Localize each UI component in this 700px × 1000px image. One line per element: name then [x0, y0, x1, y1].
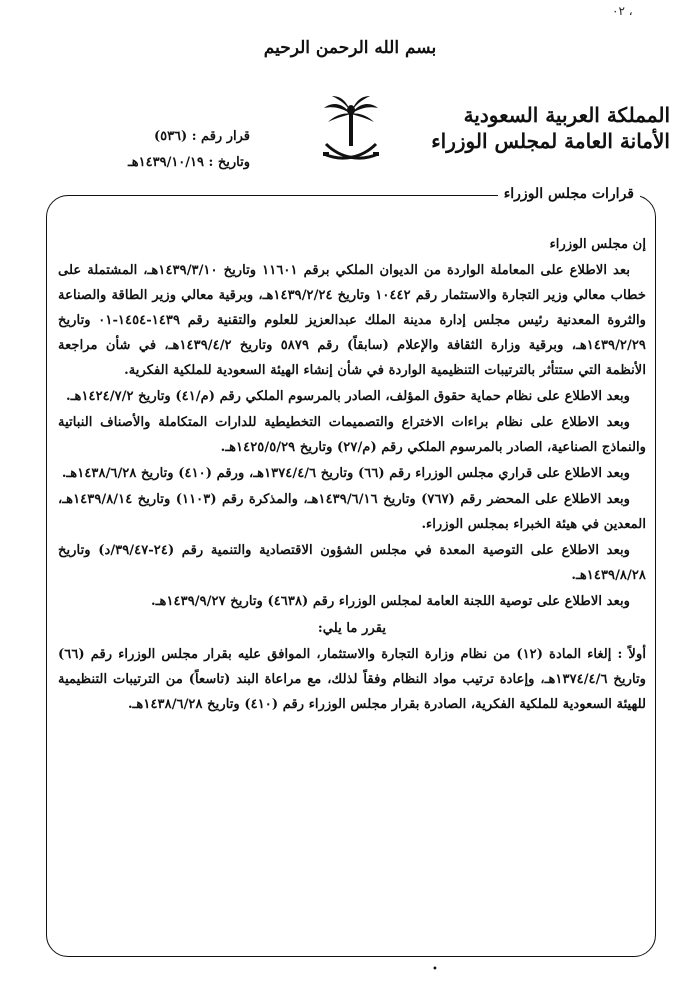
paragraph: بعد الاطلاع على المعاملة الواردة من الديوان الملكي برقم ١١٦٠١ وتاريخ ١٤٣٩/٣/١٠هـ، المشتملة على خطاب معالي وزير التجارة والاستثمار رقم ١٠٤٤٢ وتاريخ ١٤٣٩/٢/٢٤هـ، وبرقية معالي وزير الطاقة والصناعة والثروة المعدنية رئيس مجلس إدارة مدينة الملك عبدالعزيز للعلوم والتقنية رقم ١٤٣٩-١٤٥٤-٠١ وتاريخ ١٤٣٩/٢/٢٩هـ، وبرقية وزارة الثقافة والإعلام (سابقاً) رقم ٥٨٧٩ وتاريخ ١٤٣٩/٤/٢هـ، في شأن مراجعة الأنظمة التي ستتأثر بالترتيبات التنظيمية الواردة في شأن إنشاء الهيئة السعودية للملكية الفكرية.: [58, 263, 647, 378]
paragraph: وبعد الاطلاع على المحضر رقم (٧٦٧) وتاريخ ١٤٣٩/٦/١٦هـ، والمذكرة رقم (١١٠٣) وتاريخ ١٤٣٩/٨/١٤هـ، المعدين في هيئة الخبراء بمجلس الوزراء.: [58, 492, 646, 532]
decision-number: قرار رقم : (٥٣٦): [153, 129, 250, 144]
saudi-emblem-icon: [320, 92, 382, 170]
decision-reference: [90, 124, 250, 176]
decision-date: وتاريخ : ١٤٣٩/١٠/١٩هـ: [127, 155, 250, 170]
paragraph: وبعد الاطلاع على نظام براءات الاختراع والتصميمات التخطيطية للدارات المتكاملة والأصناف النباتية والنماذج الصناعية، الصادر بالمرسوم الملكي رقم (م/٢٧) وتاريخ ١٤٢٥/٥/٢٩هـ.: [58, 415, 646, 455]
paragraph: وبعد الاطلاع على توصية اللجنة العامة لمجلس الوزراء رقم (٤٦٣٨) وتاريخ ١٤٣٩/٩/٢٧هـ.: [151, 594, 630, 609]
paragraph: وبعد الاطلاع على قراري مجلس الوزراء رقم (٦٦) وتاريخ ١٣٧٤/٤/٦هـ، ورقم (٤١٠) وتاريخ ١٤٣٨/٦/٢٨هـ.: [61, 466, 630, 481]
opening-line: إن مجلس الوزراء: [549, 237, 646, 252]
resolution-item-first: أولاً : إلغاء المادة (١٢) من نظام وزارة التجارة والاستثمار، الموافق عليه بقرار مجلس الوزراء رقم (٦٦) وتاريخ ١٣٧٤/٤/٦هـ، وإعادة ترتيب مواد النظام وفقاً لذلك، مع مراعاة البند (تاسعاً) من الترتيبات التنظيمية للهيئة السعودية للملكية الفكرية، الصادرة بقرار مجلس الوزراء رقم (٤١٠) وتاريخ ١٤٣٨/٦/٢٨هـ.: [58, 647, 647, 712]
paragraph: وبعد الاطلاع على التوصية المعدة في مجلس الشؤون الاقتصادية والتنمية رقم (٢٤-٣٩/٤٧/د) وتاريخ ١٤٣٩/٨/٢٨هـ.: [58, 543, 646, 583]
frame-label: قرارات مجلس الوزراء: [498, 186, 640, 202]
paragraph: وبعد الاطلاع على نظام حماية حقوق المؤلف، الصادر بالمرسوم الملكي رقم (م/٤١) وتاريخ ١٤٢٤/٧/٢هـ.: [66, 389, 630, 404]
corner-marks: ٠٢ ،: [612, 4, 633, 18]
letterhead: [431, 102, 670, 154]
basmala: بسم الله الرحمن الرحيم: [263, 38, 437, 58]
kingdom-name: المملكة العربية السعودية: [463, 103, 670, 127]
footer-mark: •: [432, 964, 438, 975]
secretariat-name: الأمانة العامة لمجلس الوزراء: [431, 129, 670, 153]
resolves-heading: يقرر ما يلي:: [317, 621, 387, 636]
resolution-body: [58, 232, 646, 718]
